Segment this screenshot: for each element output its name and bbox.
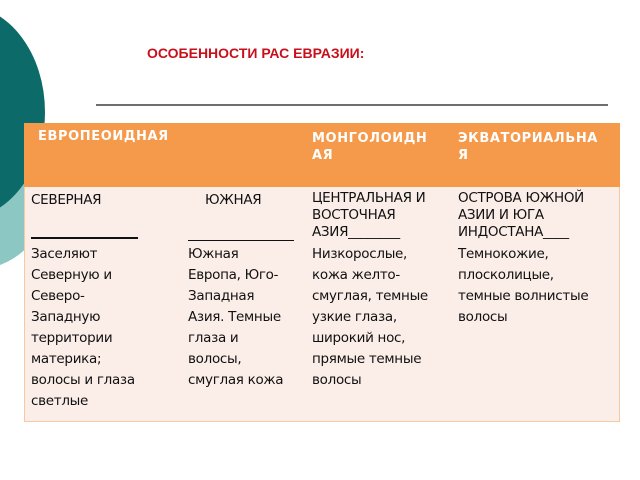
cell-equatorial-desc: Темнокожие, плосколицые, темные волнистые волосы [458, 246, 589, 325]
cell-south-region: ЮЖНАЯ [205, 192, 262, 208]
cell-north-blank [31, 237, 138, 239]
cell-mongoloid-desc: Низкорослые, кожа желто- смуглая, темные узкие глаза, широкий нос, прямые темные волосы [312, 246, 428, 388]
cell-mongoloid-region: ЦЕНТРАЛЬНАЯ И ВОСТОЧНАЯ АЗИЯ________ [312, 190, 426, 240]
cell-south-desc: Южная Европа, Юго- Западная Азия. Темные глаза и волосы, смуглая кожа [188, 246, 284, 388]
header-europeoid: ЕВРОПЕОИДНАЯ [38, 129, 169, 144]
cell-south-blank [188, 240, 294, 241]
cell-equatorial-region: ОСТРОВА ЮЖНОЙ АЗИИ И ЮГА ИНДОСТАНА____ [458, 190, 584, 240]
cell-north-region: СЕВЕРНАЯ [31, 192, 102, 208]
header-mongoloid: МОНГОЛОИДН АЯ [312, 131, 428, 163]
slide-title: ОСОБЕННОСТИ РАС ЕВРАЗИИ: [147, 45, 365, 61]
title-divider [96, 104, 608, 106]
cell-north-desc: Заселяют Северную и Северо- Западную территории материка; волосы и глаза светлые [31, 246, 135, 409]
header-equatorial: ЭКВАТОРИАЛЬНА Я [458, 131, 598, 163]
